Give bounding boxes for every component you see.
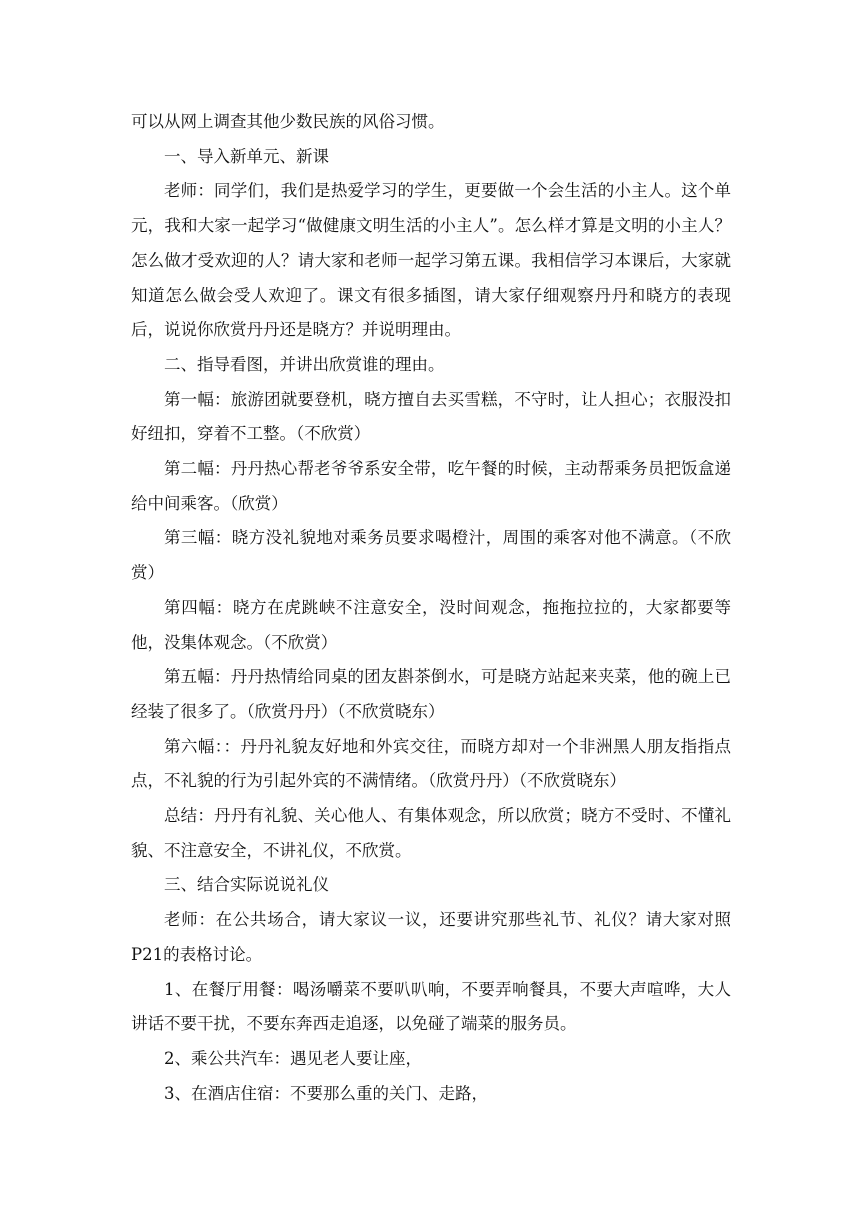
- section-heading-2: 二、指导看图，并讲出欣赏谁的理由。: [164, 354, 445, 374]
- paragraph-continuation: 可以从网上调查其他少数民族的风俗习惯。: [131, 112, 445, 131]
- paragraph-teacher-etiquette: 老师：在公共场合，请大家议一议，还要讲究那些礼节、礼仪？请大家对照P21的表格讨论。: [131, 910, 731, 964]
- paragraph-picture-2: 第二幅：丹丹热心帮老爷爷系安全带，吃午餐的时候，主动帮乘务员把饭盒递给中间乘客。（欣赏）: [131, 459, 731, 513]
- paragraph-picture-4: 第四幅：晓方在虎跳峡不注意安全，没时间观念，拖拖拉拉的，大家都要等他，没集体观念。（不欣赏）: [131, 597, 731, 652]
- list-item-bus: 2、乘公共汽车：遇见老人要让座，: [164, 1048, 422, 1068]
- paragraph-summary: 总结：丹丹有礼貌、关心他人、有集体观念，所以欣赏；晓方不受时、不懂礼貌、不注意安全，不讲礼仪，不欣赏。: [131, 806, 731, 860]
- paragraph-picture-1: 第一幅：旅游团就要登机，晓方擅自去买雪糕，不守时，让人担心；衣服没扣好纽扣，穿着不工整。（不欣赏）: [131, 389, 731, 444]
- document-page: [131, 105, 731, 1111]
- paragraph-teacher-intro: 老师：同学们，我们是热爱学习的学生，更要做一个会生活的小主人。这个单元，我和大家一起学习“做健康文明生活的小主人”。怎么样才算是文明的小主人？怎么做才受欢迎的人？请大家和老师一起学习第五课。我相信学习本课后，大家就知道怎么做会受人欢迎了。课文有很多插图，请大家仔细观察丹丹和晓方的表现后，说说你欣赏丹丹还是晓方？并说明理由。: [131, 181, 731, 340]
- paragraph-picture-3: 第三幅：晓方没礼貌地对乘务员要求喝橙汁，周围的乘客对他不满意。（不欣赏）: [131, 528, 731, 583]
- section-heading-3: 三、结合实际说说礼仪: [164, 875, 329, 895]
- paragraph-picture-6: 第六幅：：丹丹礼貌友好地和外宾交往，而晓方却对一个非洲黑人朋友指指点点，不礼貌的行为引起外宾的不满情绪。（欣赏丹丹）（不欣赏晓东）: [131, 736, 731, 791]
- list-item-hotel: 3、在酒店住宿：不要那么重的关门、走路，: [164, 1083, 488, 1103]
- list-item-restaurant: 1、在餐厅用餐：喝汤嚼菜不要叭叭响，不要弄响餐具，不要大声喧哗，大人讲话不要干扰，不要东奔西走追逐，以免碰了端菜的服务员。: [131, 979, 731, 1034]
- paragraph-picture-5: 第五幅：丹丹热情给同桌的团友斟茶倒水，可是晓方站起来夹菜，他的碗上已经装了很多了。（欣赏丹丹）（不欣赏晓东）: [131, 667, 731, 721]
- section-heading-1: 一、导入新单元、新课: [164, 146, 329, 166]
